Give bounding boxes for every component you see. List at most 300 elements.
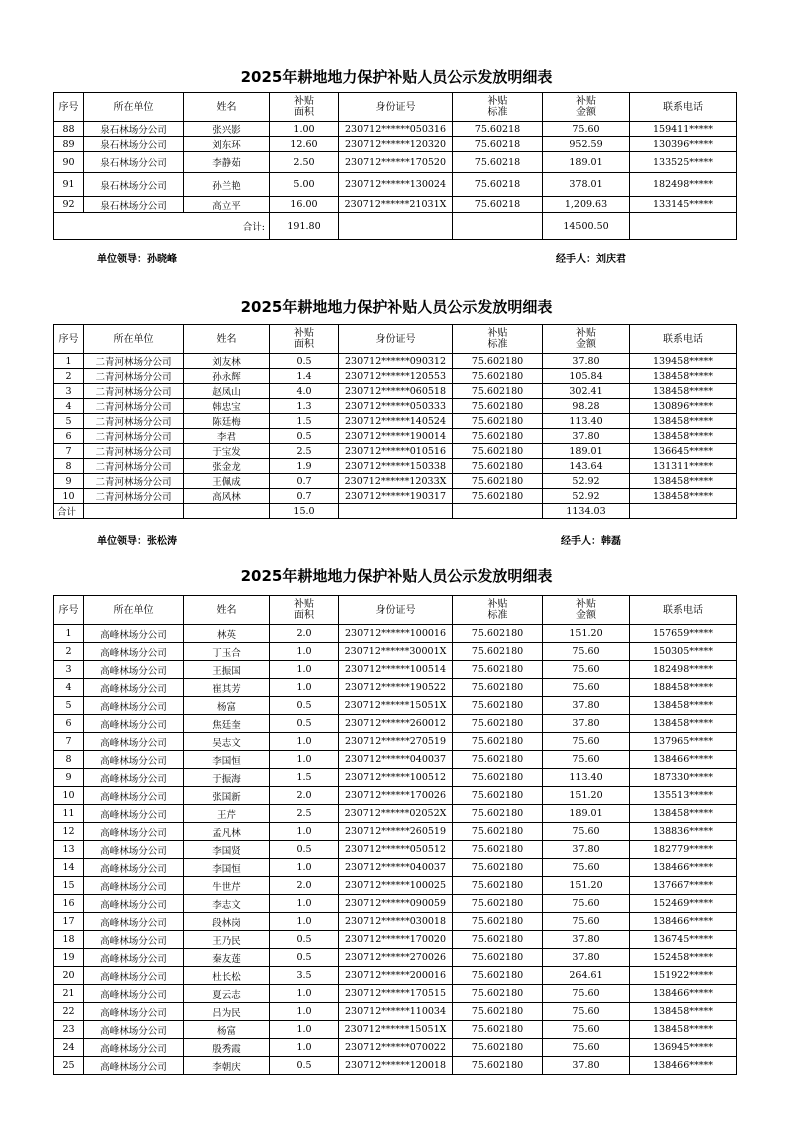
table-row: [54, 949, 737, 967]
row-index: 22: [54, 1003, 84, 1021]
phone-cell: 182498*****: [630, 173, 737, 197]
name-cell: 李国贤: [184, 841, 270, 859]
area-cell: 1.4: [270, 369, 339, 384]
amount-cell: 75.60: [543, 913, 630, 931]
phone-cell: 138458*****: [630, 429, 737, 444]
row-index: 18: [54, 931, 84, 949]
name-cell: 杨富: [184, 697, 270, 715]
name-cell: 吴志文: [184, 733, 270, 751]
standard-cell: 75.602180: [453, 787, 543, 805]
amount-cell: 37.80: [543, 697, 630, 715]
row-index: 91: [54, 173, 84, 197]
area-cell: 0.7: [270, 489, 339, 504]
name-cell: 李志文: [184, 895, 270, 913]
row-index: 88: [54, 122, 84, 137]
name-cell: 陈廷梅: [184, 414, 270, 429]
phone-cell: 136745*****: [630, 931, 737, 949]
phone-cell: 150305*****: [630, 643, 737, 661]
area-cell: 16.00: [270, 197, 339, 213]
amount-cell: 75.60: [543, 679, 630, 697]
standard-cell: 75.602180: [453, 399, 543, 414]
name-cell: 李国恒: [184, 751, 270, 769]
name-cell: 韩忠宝: [184, 399, 270, 414]
unit-cell: 泉石林场分公司: [84, 152, 184, 173]
row-index: 10: [54, 787, 84, 805]
unit-cell: 高峰林场分公司: [84, 787, 184, 805]
standard-cell: 75.602180: [453, 414, 543, 429]
id-number-cell: 230712******030018: [339, 913, 453, 931]
id-number-cell: 230712******090059: [339, 895, 453, 913]
phone-cell: 136945*****: [630, 1039, 737, 1057]
id-number-cell: 230712******150338: [339, 459, 453, 474]
area-cell: 1.0: [270, 913, 339, 931]
table-row: [54, 384, 737, 399]
amount-cell: 75.60: [543, 643, 630, 661]
unit-cell: 高峰林场分公司: [84, 697, 184, 715]
standard-cell: 75.602180: [453, 859, 543, 877]
standard-cell: 75.602180: [453, 805, 543, 823]
area-cell: 2.5: [270, 444, 339, 459]
area-cell: 1.0: [270, 895, 339, 913]
unit-cell: 高峰林场分公司: [84, 769, 184, 787]
row-index: 25: [54, 1057, 84, 1075]
unit-cell: 高峰林场分公司: [84, 823, 184, 841]
unit-cell: 二青河林场分公司: [84, 489, 184, 504]
table-row: [54, 173, 737, 197]
table-row: [54, 444, 737, 459]
table-row: [54, 197, 737, 213]
area-cell: 2.0: [270, 625, 339, 643]
standard-cell: 75.602180: [453, 931, 543, 949]
unit-cell: 高峰林场分公司: [84, 859, 184, 877]
total-row: [54, 504, 737, 519]
phone-cell: 131311*****: [630, 459, 737, 474]
area-cell: 0.5: [270, 841, 339, 859]
name-cell: 丁玉合: [184, 643, 270, 661]
area-cell: 0.5: [270, 715, 339, 733]
standard-cell: 75.602180: [453, 354, 543, 369]
amount-cell: 189.01: [543, 152, 630, 173]
id-number-cell: 230712******040037: [339, 751, 453, 769]
header-cell: 姓名: [184, 325, 270, 354]
standard-cell: 75.60218: [453, 152, 543, 173]
name-cell: 张金龙: [184, 459, 270, 474]
table-row: [54, 1021, 737, 1039]
name-cell: 焦廷奎: [184, 715, 270, 733]
standard-cell: 75.602180: [453, 643, 543, 661]
phone-cell: 138458*****: [630, 474, 737, 489]
unit-leader: 单位领导：孙晓峰: [97, 254, 177, 265]
unit-cell: 二青河林场分公司: [84, 474, 184, 489]
amount-cell: 264.61: [543, 967, 630, 985]
phone-cell: 138466*****: [630, 751, 737, 769]
row-index: 6: [54, 715, 84, 733]
total-amount: 1134.03: [543, 504, 630, 519]
row-index: 10: [54, 489, 84, 504]
phone-cell: 157659*****: [630, 625, 737, 643]
id-number-cell: 230712******190014: [339, 429, 453, 444]
area-cell: 1.0: [270, 823, 339, 841]
id-number-cell: 230712******170026: [339, 787, 453, 805]
phone-cell: 159411*****: [630, 122, 737, 137]
name-cell: 殷秀霞: [184, 1039, 270, 1057]
name-cell: 刘东环: [184, 137, 270, 152]
unit-leader: 单位领导：张松涛: [97, 536, 177, 547]
id-number-cell: 230712******260012: [339, 715, 453, 733]
table-row: [54, 459, 737, 474]
standard-cell: 75.602180: [453, 459, 543, 474]
id-number-cell: 230712******21031X: [339, 197, 453, 213]
standard-cell: 75.602180: [453, 384, 543, 399]
unit-cell: 高峰林场分公司: [84, 877, 184, 895]
standard-cell: 75.60218: [453, 173, 543, 197]
amount-cell: 302.41: [543, 384, 630, 399]
row-index: 14: [54, 859, 84, 877]
row-index: 12: [54, 823, 84, 841]
standard-cell: 75.602180: [453, 841, 543, 859]
id-number-cell: 230712******270026: [339, 949, 453, 967]
area-cell: 1.0: [270, 643, 339, 661]
id-number-cell: 230712******010516: [339, 444, 453, 459]
id-number-cell: 230712******140524: [339, 414, 453, 429]
header-cell: 所在单位: [84, 325, 184, 354]
standard-cell: 75.602180: [453, 715, 543, 733]
header-cell: 联系电话: [630, 325, 737, 354]
amount-cell: 75.60: [543, 859, 630, 877]
phone-cell: 137667*****: [630, 877, 737, 895]
id-number-cell: 230712******090312: [339, 354, 453, 369]
phone-cell: 138458*****: [630, 805, 737, 823]
amount-cell: 113.40: [543, 769, 630, 787]
id-number-cell: 230712******070022: [339, 1039, 453, 1057]
row-index: 1: [54, 625, 84, 643]
phone-cell: 138458*****: [630, 369, 737, 384]
row-index: 20: [54, 967, 84, 985]
id-number-cell: 230712******120320: [339, 137, 453, 152]
area-cell: 4.0: [270, 384, 339, 399]
table-row: [54, 122, 737, 137]
phone-cell: 188458*****: [630, 679, 737, 697]
standard-cell: 75.602180: [453, 697, 543, 715]
table-row: [54, 474, 737, 489]
unit-cell: 高峰林场分公司: [84, 805, 184, 823]
row-index: 9: [54, 474, 84, 489]
table-row: [54, 643, 737, 661]
table-row: [54, 625, 737, 643]
unit-cell: 高峰林场分公司: [84, 931, 184, 949]
id-number-cell: 230712******02052X: [339, 805, 453, 823]
amount-cell: 151.20: [543, 787, 630, 805]
phone-cell: 139458*****: [630, 354, 737, 369]
phone-cell: 138458*****: [630, 414, 737, 429]
unit-cell: 高峰林场分公司: [84, 949, 184, 967]
standard-cell: 75.602180: [453, 985, 543, 1003]
unit-cell: 泉石林场分公司: [84, 197, 184, 213]
header-cell: 序号: [54, 325, 84, 354]
standard-cell: 75.602180: [453, 823, 543, 841]
table-row: [54, 967, 737, 985]
total-label: 合计: [54, 504, 84, 519]
name-cell: 高立平: [184, 197, 270, 213]
name-cell: 张兴影: [184, 122, 270, 137]
table-row: [54, 1057, 737, 1075]
standard-cell: 75.602180: [453, 967, 543, 985]
name-cell: 王佩成: [184, 474, 270, 489]
name-cell: 孟凡林: [184, 823, 270, 841]
row-index: 1: [54, 354, 84, 369]
header-cell: 身份证号: [339, 325, 453, 354]
unit-cell: 高峰林场分公司: [84, 643, 184, 661]
id-number-cell: 230712******200016: [339, 967, 453, 985]
id-number-cell: 230712******050316: [339, 122, 453, 137]
amount-cell: 75.60: [543, 895, 630, 913]
subsidy-table: [53, 324, 737, 519]
total-area: 191.80: [270, 213, 339, 240]
header-cell: 身份证号: [339, 93, 453, 122]
phone-cell: 138466*****: [630, 985, 737, 1003]
name-cell: 刘友林: [184, 354, 270, 369]
table-row: [54, 823, 737, 841]
standard-cell: 75.602180: [453, 751, 543, 769]
name-cell: 崔其芳: [184, 679, 270, 697]
row-index: 21: [54, 985, 84, 1003]
name-cell: 李君: [184, 429, 270, 444]
name-cell: 吕为民: [184, 1003, 270, 1021]
header-cell: 补贴 标准: [453, 596, 543, 625]
row-index: 90: [54, 152, 84, 173]
phone-cell: 182498*****: [630, 661, 737, 679]
header-cell: 补贴 标准: [453, 93, 543, 122]
unit-cell: 高峰林场分公司: [84, 679, 184, 697]
table-row: [54, 679, 737, 697]
id-number-cell: 230712******270519: [339, 733, 453, 751]
table-row: [54, 787, 737, 805]
unit-cell: 泉石林场分公司: [84, 173, 184, 197]
header-cell: 联系电话: [630, 93, 737, 122]
phone-cell: 187330*****: [630, 769, 737, 787]
id-number-cell: 230712******170020: [339, 931, 453, 949]
phone-cell: 151922*****: [630, 967, 737, 985]
row-index: 3: [54, 661, 84, 679]
header-cell: 序号: [54, 596, 84, 625]
name-cell: 林英: [184, 625, 270, 643]
amount-cell: 37.80: [543, 354, 630, 369]
unit-cell: 高峰林场分公司: [84, 733, 184, 751]
unit-cell: 高峰林场分公司: [84, 751, 184, 769]
standard-cell: 75.602180: [453, 444, 543, 459]
id-number-cell: 230712******040037: [339, 859, 453, 877]
header-cell: 联系电话: [630, 596, 737, 625]
amount-cell: 105.84: [543, 369, 630, 384]
row-index: 23: [54, 1021, 84, 1039]
area-cell: 1.0: [270, 733, 339, 751]
amount-cell: 75.60: [543, 1021, 630, 1039]
standard-cell: 75.602180: [453, 1039, 543, 1057]
row-index: 92: [54, 197, 84, 213]
amount-cell: 952.59: [543, 137, 630, 152]
row-index: 8: [54, 751, 84, 769]
table-row: [54, 733, 737, 751]
table-row: [54, 697, 737, 715]
table-row: [54, 152, 737, 173]
standard-cell: 75.602180: [453, 369, 543, 384]
table-row: [54, 399, 737, 414]
standard-cell: 75.602180: [453, 769, 543, 787]
id-number-cell: 230712******170515: [339, 985, 453, 1003]
header-cell: 姓名: [184, 596, 270, 625]
table-row: [54, 895, 737, 913]
amount-cell: 52.92: [543, 474, 630, 489]
row-index: 6: [54, 429, 84, 444]
table-row: [54, 137, 737, 152]
unit-cell: 高峰林场分公司: [84, 715, 184, 733]
amount-cell: 37.80: [543, 429, 630, 444]
standard-cell: 75.602180: [453, 949, 543, 967]
area-cell: 0.5: [270, 1057, 339, 1075]
area-cell: 1.0: [270, 1021, 339, 1039]
standard-cell: 75.60218: [453, 197, 543, 213]
table-title: 2025年耕地地力保护补贴人员公示发放明细表: [240, 567, 553, 585]
area-cell: 0.5: [270, 354, 339, 369]
unit-cell: 二青河林场分公司: [84, 399, 184, 414]
standard-cell: 75.602180: [453, 1057, 543, 1075]
unit-cell: 二青河林场分公司: [84, 369, 184, 384]
table-row: [54, 751, 737, 769]
amount-cell: 1,209.63: [543, 197, 630, 213]
row-index: 7: [54, 733, 84, 751]
name-cell: 高风林: [184, 489, 270, 504]
header-cell: 姓名: [184, 93, 270, 122]
name-cell: 赵凤山: [184, 384, 270, 399]
amount-cell: 75.60: [543, 733, 630, 751]
header-cell: 补贴 面积: [270, 93, 339, 122]
phone-cell: 138836*****: [630, 823, 737, 841]
standard-cell: 75.602180: [453, 429, 543, 444]
row-index: 5: [54, 414, 84, 429]
area-cell: 1.0: [270, 661, 339, 679]
row-index: 17: [54, 913, 84, 931]
table-row: [54, 369, 737, 384]
row-index: 3: [54, 384, 84, 399]
area-cell: 1.00: [270, 122, 339, 137]
area-cell: 1.0: [270, 751, 339, 769]
id-number-cell: 230712******170520: [339, 152, 453, 173]
amount-cell: 75.60: [543, 661, 630, 679]
name-cell: 杨富: [184, 1021, 270, 1039]
standard-cell: 75.602180: [453, 474, 543, 489]
name-cell: 王振国: [184, 661, 270, 679]
name-cell: 王芹: [184, 805, 270, 823]
name-cell: 王乃民: [184, 931, 270, 949]
table-row: [54, 429, 737, 444]
name-cell: 夏云志: [184, 985, 270, 1003]
header-cell: 所在单位: [84, 596, 184, 625]
standard-cell: 75.602180: [453, 877, 543, 895]
amount-cell: 151.20: [543, 625, 630, 643]
table-row: [54, 931, 737, 949]
row-index: 24: [54, 1039, 84, 1057]
amount-cell: 37.80: [543, 949, 630, 967]
header-cell: 补贴 金额: [543, 325, 630, 354]
area-cell: 5.00: [270, 173, 339, 197]
unit-cell: 高峰林场分公司: [84, 985, 184, 1003]
standard-cell: 75.602180: [453, 733, 543, 751]
amount-cell: 75.60: [543, 751, 630, 769]
id-number-cell: 230712******15051X: [339, 1021, 453, 1039]
row-index: 7: [54, 444, 84, 459]
handler: 经手人：刘庆君: [556, 254, 626, 265]
id-number-cell: 230712******190317: [339, 489, 453, 504]
amount-cell: 52.92: [543, 489, 630, 504]
name-cell: 李国恒: [184, 859, 270, 877]
area-cell: 1.5: [270, 414, 339, 429]
table-row: [54, 715, 737, 733]
phone-cell: 182779*****: [630, 841, 737, 859]
name-cell: 秦友莲: [184, 949, 270, 967]
id-number-cell: 230712******050512: [339, 841, 453, 859]
total-amount: 14500.50: [543, 213, 630, 240]
id-number-cell: 230712******100025: [339, 877, 453, 895]
id-number-cell: 230712******190522: [339, 679, 453, 697]
area-cell: 1.0: [270, 985, 339, 1003]
id-number-cell: 230712******120018: [339, 1057, 453, 1075]
row-index: 2: [54, 369, 84, 384]
handler: 经手人：韩磊: [561, 536, 621, 547]
id-number-cell: 230712******100514: [339, 661, 453, 679]
total-label: 合计:: [54, 213, 270, 240]
amount-cell: 37.80: [543, 931, 630, 949]
name-cell: 李朝庆: [184, 1057, 270, 1075]
table-header: [54, 93, 737, 122]
phone-cell: 138458*****: [630, 1021, 737, 1039]
area-cell: 0.7: [270, 474, 339, 489]
unit-cell: 高峰林场分公司: [84, 1057, 184, 1075]
standard-cell: 75.602180: [453, 913, 543, 931]
table-row: [54, 489, 737, 504]
area-cell: 1.3: [270, 399, 339, 414]
table-row: [54, 913, 737, 931]
amount-cell: 143.64: [543, 459, 630, 474]
standard-cell: 75.60218: [453, 137, 543, 152]
total-area: 15.0: [270, 504, 339, 519]
area-cell: 2.5: [270, 805, 339, 823]
unit-cell: 二青河林场分公司: [84, 429, 184, 444]
unit-cell: 高峰林场分公司: [84, 1003, 184, 1021]
unit-cell: 二青河林场分公司: [84, 414, 184, 429]
table-row: [54, 805, 737, 823]
standard-cell: 75.602180: [453, 489, 543, 504]
table-row: [54, 859, 737, 877]
phone-cell: 138466*****: [630, 1057, 737, 1075]
row-index: 4: [54, 679, 84, 697]
unit-cell: 高峰林场分公司: [84, 967, 184, 985]
area-cell: 2.50: [270, 152, 339, 173]
standard-cell: 75.60218: [453, 122, 543, 137]
name-cell: 段林岗: [184, 913, 270, 931]
id-number-cell: 230712******100016: [339, 625, 453, 643]
row-index: 19: [54, 949, 84, 967]
phone-cell: 138466*****: [630, 913, 737, 931]
phone-cell: 130896*****: [630, 399, 737, 414]
amount-cell: 37.80: [543, 715, 630, 733]
header-cell: 补贴 面积: [270, 325, 339, 354]
amount-cell: 378.01: [543, 173, 630, 197]
total-row: [54, 213, 737, 240]
header-cell: 补贴 标准: [453, 325, 543, 354]
header-cell: 补贴 金额: [543, 596, 630, 625]
phone-cell: 138458*****: [630, 715, 737, 733]
area-cell: 0.5: [270, 429, 339, 444]
